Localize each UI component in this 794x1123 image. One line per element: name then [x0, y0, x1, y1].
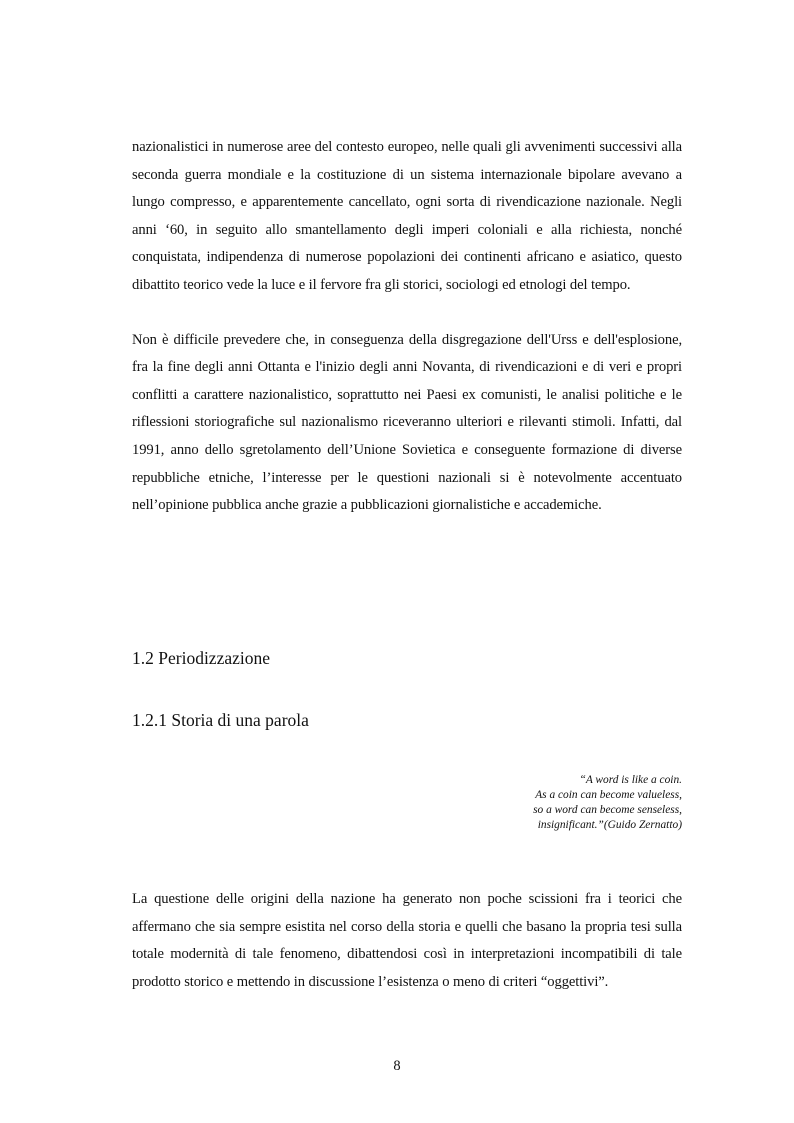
- epigraph-quote: [322, 773, 682, 833]
- paragraph-3: La questione delle origini della nazione ha generato non poche scissioni fra i teorici che affermano che sia sempre esistita nel corso della storia e quelli che basano la propria tesi sulla totale modernità di tale fenomeno, dibattendosi così in interpretazioni incompatibili di tale prodotto storico e mettendo in discussione l’esistenza o meno di criteri “oggettivi”.: [132, 891, 682, 990]
- section-heading: 1.2 Periodizzazione: [132, 648, 271, 668]
- epigraph-line-4: insignificant.”(Guido Zernatto): [537, 819, 682, 831]
- body-bottom: [132, 886, 682, 996]
- page-number: 8: [393, 1058, 401, 1074]
- epigraph-line-1: “A word is like a coin.: [579, 774, 682, 786]
- paragraph-1: nazionalistici in numerose aree del contesto europeo, nelle quali gli avvenimenti successivi alla seconda guerra mondiale e la costituzione di un sistema internazionale bipolare avevano a lungo compresso, e apparentemente cancellato, ogni sorta di rivendicazione nazionale. Negli anni ‘60, in seguito allo smantellamento degli imperi coloniali e alla richiesta, nonché conquistata, indipendenza di numerose popolazioni dei continenti africano e asiatico, questo dibattito teorico vede la luce e il fervore fra gli storici, sociologi ed etnologi del tempo.: [132, 139, 682, 293]
- epigraph-line-2: As a coin can become valueless,: [535, 789, 682, 801]
- epigraph-line-3: so a word can become senseless,: [533, 804, 682, 816]
- body-top: [132, 134, 682, 520]
- paragraph-2: Non è difficile prevedere che, in conseguenza della disgregazione dell'Urss e dell'esplosione, fra la fine degli anni Ottanta e l'inizio degli anni Novanta, di rivendicazioni e di veri e propri conflitti a carattere nazionalistico, soprattutto nei Paesi ex comunisti, le analisi politiche e le riflessioni storiografiche sul nazionalismo riceveranno ulteriori e rilevanti stimoli. Infatti, dal 1991, anno dello sgretolamento dell’Unione Sovietica e conseguente formazione di diverse repubbliche etniche, l’interesse per le questioni nazionali si è notevolmente accentuato nell’opinione pubblica anche grazie a pubblicazioni giornalistiche e accademiche.: [132, 331, 682, 514]
- subsection-heading: 1.2.1 Storia di una parola: [132, 710, 309, 730]
